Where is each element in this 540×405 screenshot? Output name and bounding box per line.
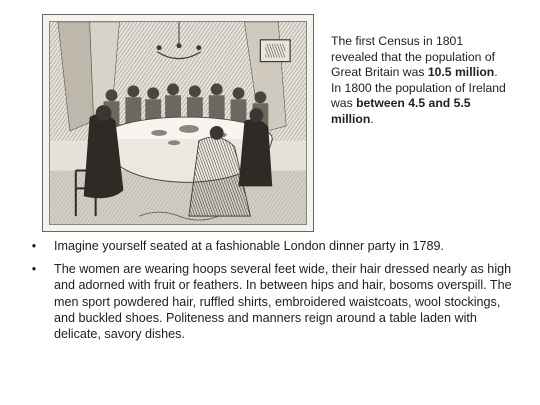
dinner-scene-illustration <box>50 22 306 224</box>
bullet-marker: • <box>31 239 37 253</box>
bullet-item <box>28 238 514 254</box>
caption-text-1: The first Census in 1801 revealed that the population of Great Britain was <box>331 34 495 80</box>
dinner-party-engraving <box>42 14 314 232</box>
census-caption <box>331 34 511 128</box>
caption-bold-ireland-population: between 4.5 and 5.5 million <box>331 96 471 126</box>
bullet-item <box>28 261 514 342</box>
caption-text-3: . <box>370 111 374 126</box>
bullet-list <box>28 238 514 349</box>
engraving-image <box>49 21 307 225</box>
caption-bold-gb-population: 10.5 million <box>427 65 495 80</box>
bullet-text: The women are wearing hoops several feet wide, their hair dressed nearly as high and adorned with fruit or feathers. In between hips and hair, bosoms overspill. The men sport powdered hair, ruffled shirts, embroidered waistcoats, wool stockings, and buckled shoes. Politeness and manners reign around a table laden with delicate, savory dishes. <box>54 262 512 342</box>
bullet-marker: • <box>31 262 37 277</box>
bullet-text: Imagine yourself seated at a fashionable London dinner party in 1789. <box>54 239 444 253</box>
caption-text-2: . In 1800 the population of Ireland was <box>331 65 506 111</box>
